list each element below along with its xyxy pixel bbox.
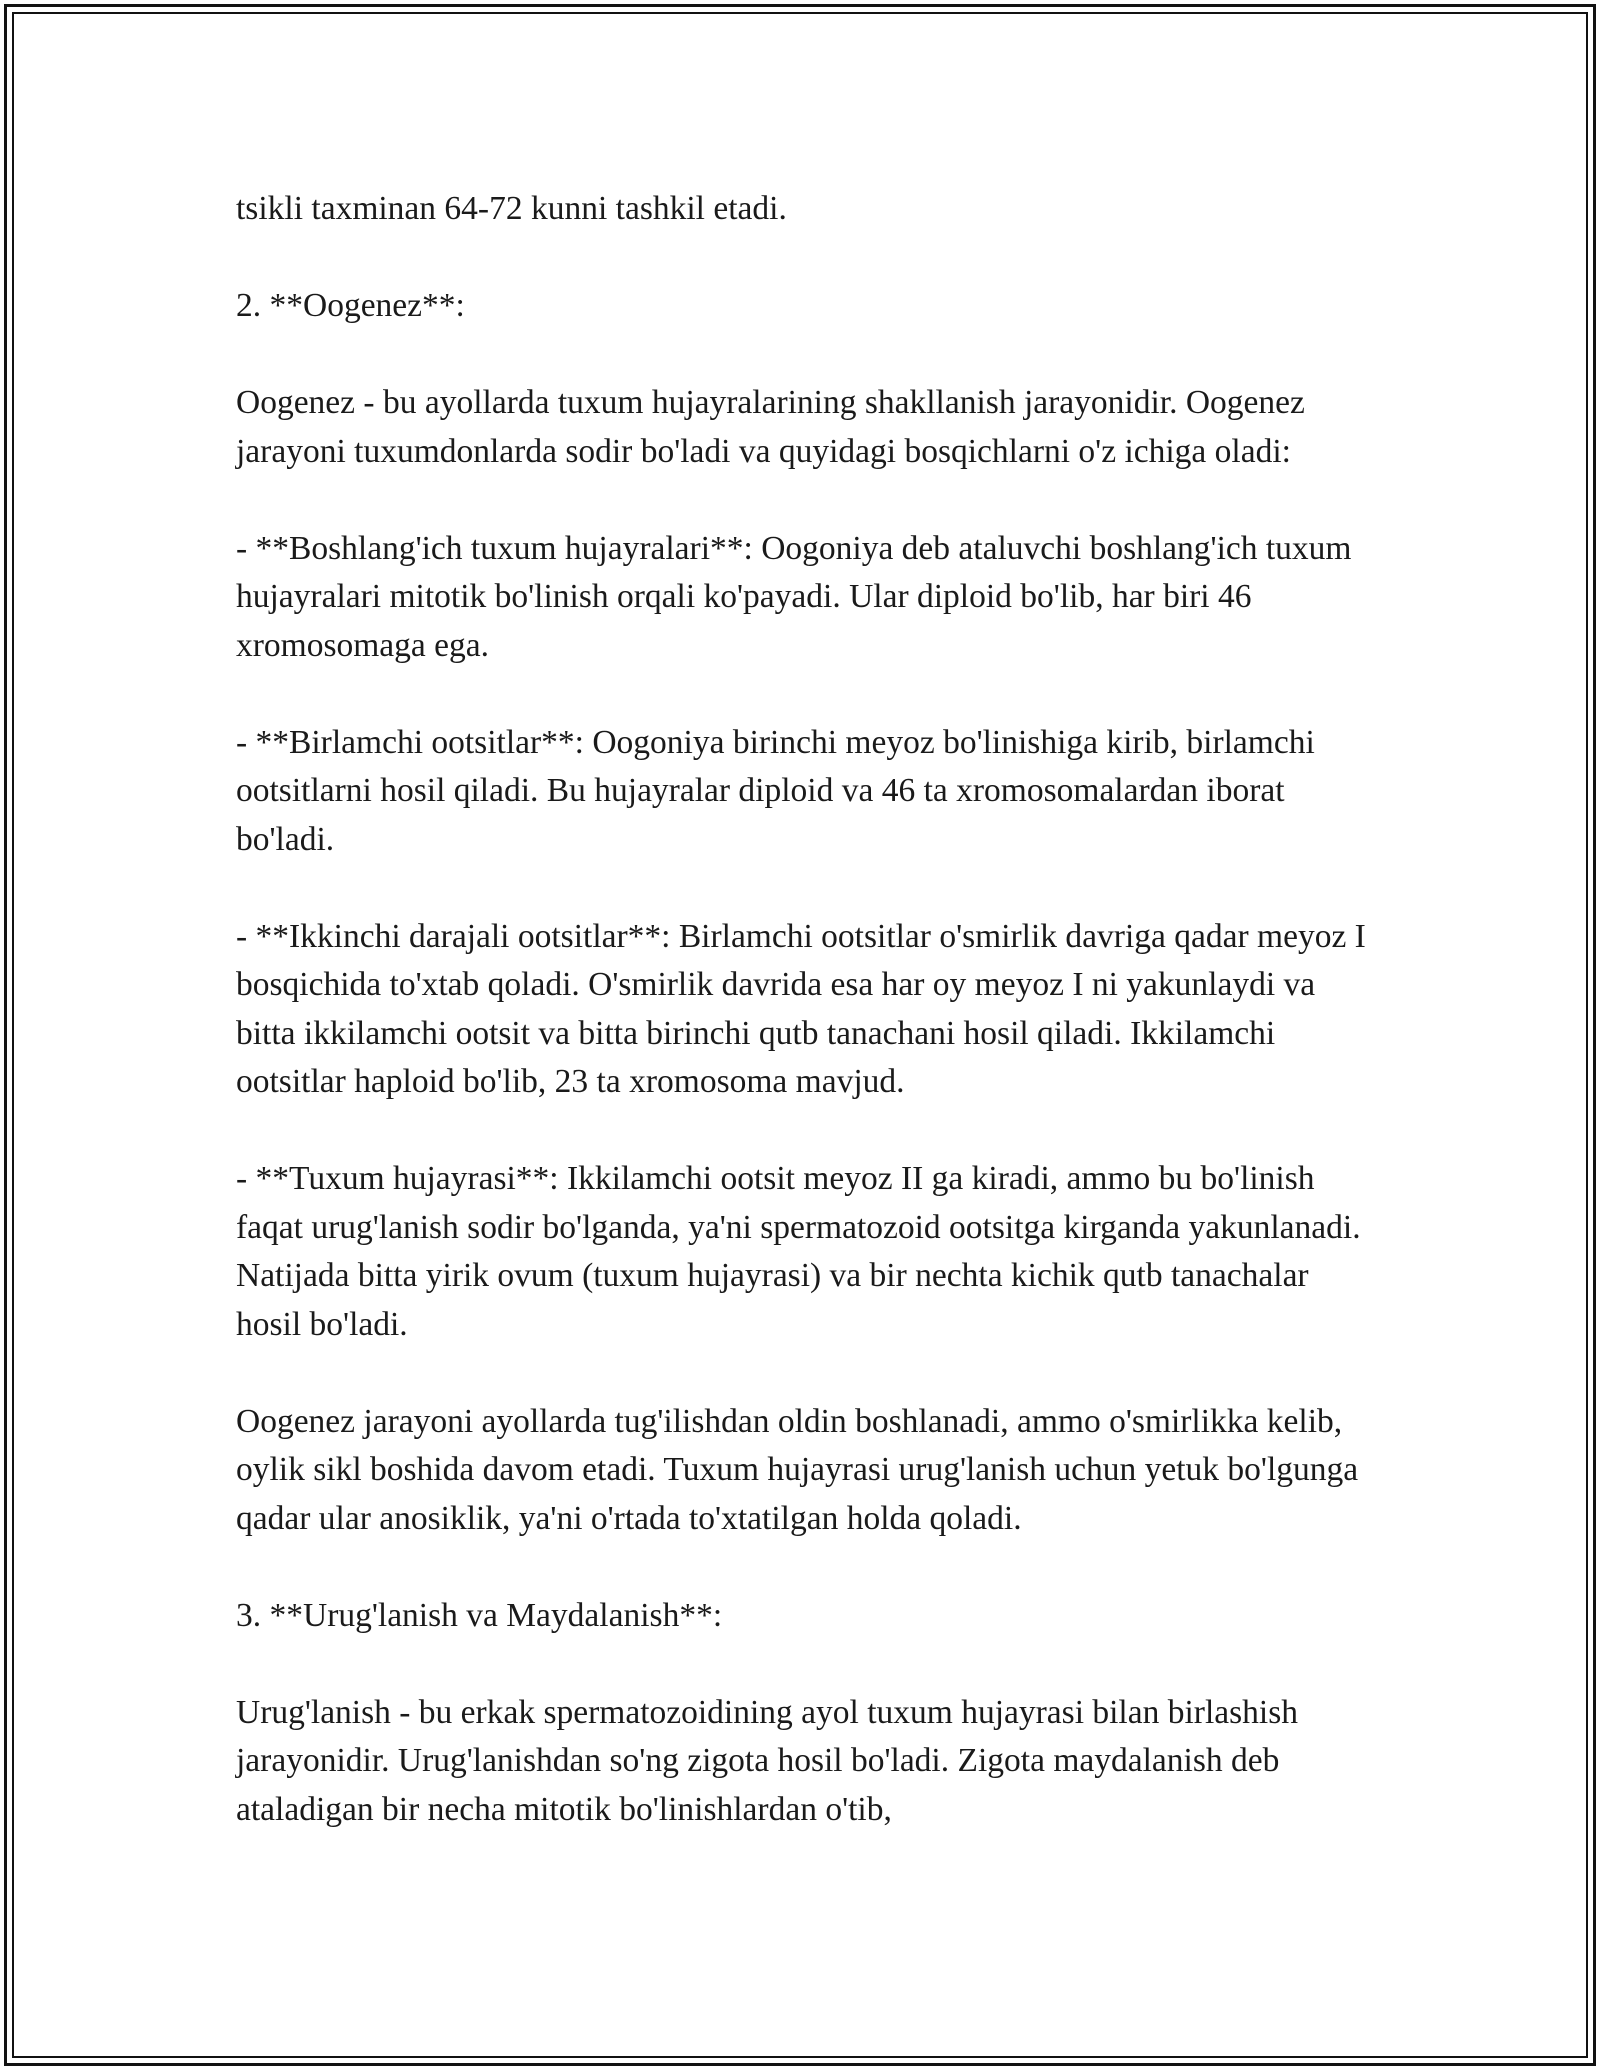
list-item-primary-egg-cells: - **Boshlang'ich tuxum hujayralari**: Oogoniya deb ataluvchi boshlang'ich tuxum hujayralari mitotik bo'linish orqali ko'payadi. Ular diploid bo'lib, har biri 46 xromosomaga ega.	[236, 529, 1352, 664]
document-body	[236, 185, 1376, 1834]
list-item-secondary-oocytes: - **Ikkinchi darajali ootsitlar**: Birlamchi ootsitlar o'smirlik davriga qadar meyoz I bosqichida to'xtab qoladi. O'smirlik davrida esa har oy meyoz I ni yakunlaydi va bitta ikkilamchi ootsit va bitta birinchi qutb tanachani hosil qiladi. Ikkilamchi ootsitlar haploid bo'lib, 23 ta xromosoma mavjud.	[236, 917, 1366, 1100]
heading-fertilization: 3. **Urug'lanish va Maydalanish**:	[236, 1596, 723, 1634]
paragraph-fertilization: Urug'lanish - bu erkak spermatozoidining ayol tuxum hujayrasi bilan birlashish jarayonidir. Urug'lanishdan so'ng zigota hosil bo'ladi. Zigota maydalanish deb ataladigan bir necha mitotik bo'linishlardan o'tib,	[236, 1693, 1299, 1828]
heading-oogenez: 2. **Oogenez**:	[236, 287, 465, 324]
paragraph-oogenez-intro: Oogenez - bu ayollarda tuxum hujayralarining shakllanish jarayonidir. Oogenez jarayoni tuxumdonlarda sodir bo'ladi va quyidagi bosqichlarni o'z ichiga oladi:	[236, 384, 1305, 470]
paragraph-cycle-duration: tsikli taxminan 64-72 kunni tashkil etadi.	[236, 190, 787, 227]
list-item-egg-cell: - **Tuxum hujayrasi**: Ikkilamchi ootsit meyoz II ga kiradi, ammo bu bo'linish faqat urug'lanish sodir bo'lganda, ya'ni spermatozoid ootsitga kirganda yakunlanadi. Natijada bitta yirik ovum (tuxum hujayrasi) va bir nechta kichik qutb tanachalar hosil bo'ladi.	[236, 1160, 1361, 1343]
paragraph-oogenez-timing: Oogenez jarayoni ayollarda tug'ilishdan oldin boshlanadi, ammo o'smirlikka kelib, oylik sikl boshida davom etadi. Tuxum hujayrasi urug'lanish uchun yetuk bo'lgunga qadar ular anosiklik, ya'ni o'rtada to'xtatilgan holda qoladi.	[236, 1402, 1359, 1537]
list-item-primary-oocytes: - **Birlamchi ootsitlar**: Oogoniya birinchi meyoz bo'linishiga kirib, birlamchi ootsitlarni hosil qiladi. Bu hujayralar diploid va 46 ta xromosomalardan iborat bo'ladi.	[236, 723, 1315, 858]
